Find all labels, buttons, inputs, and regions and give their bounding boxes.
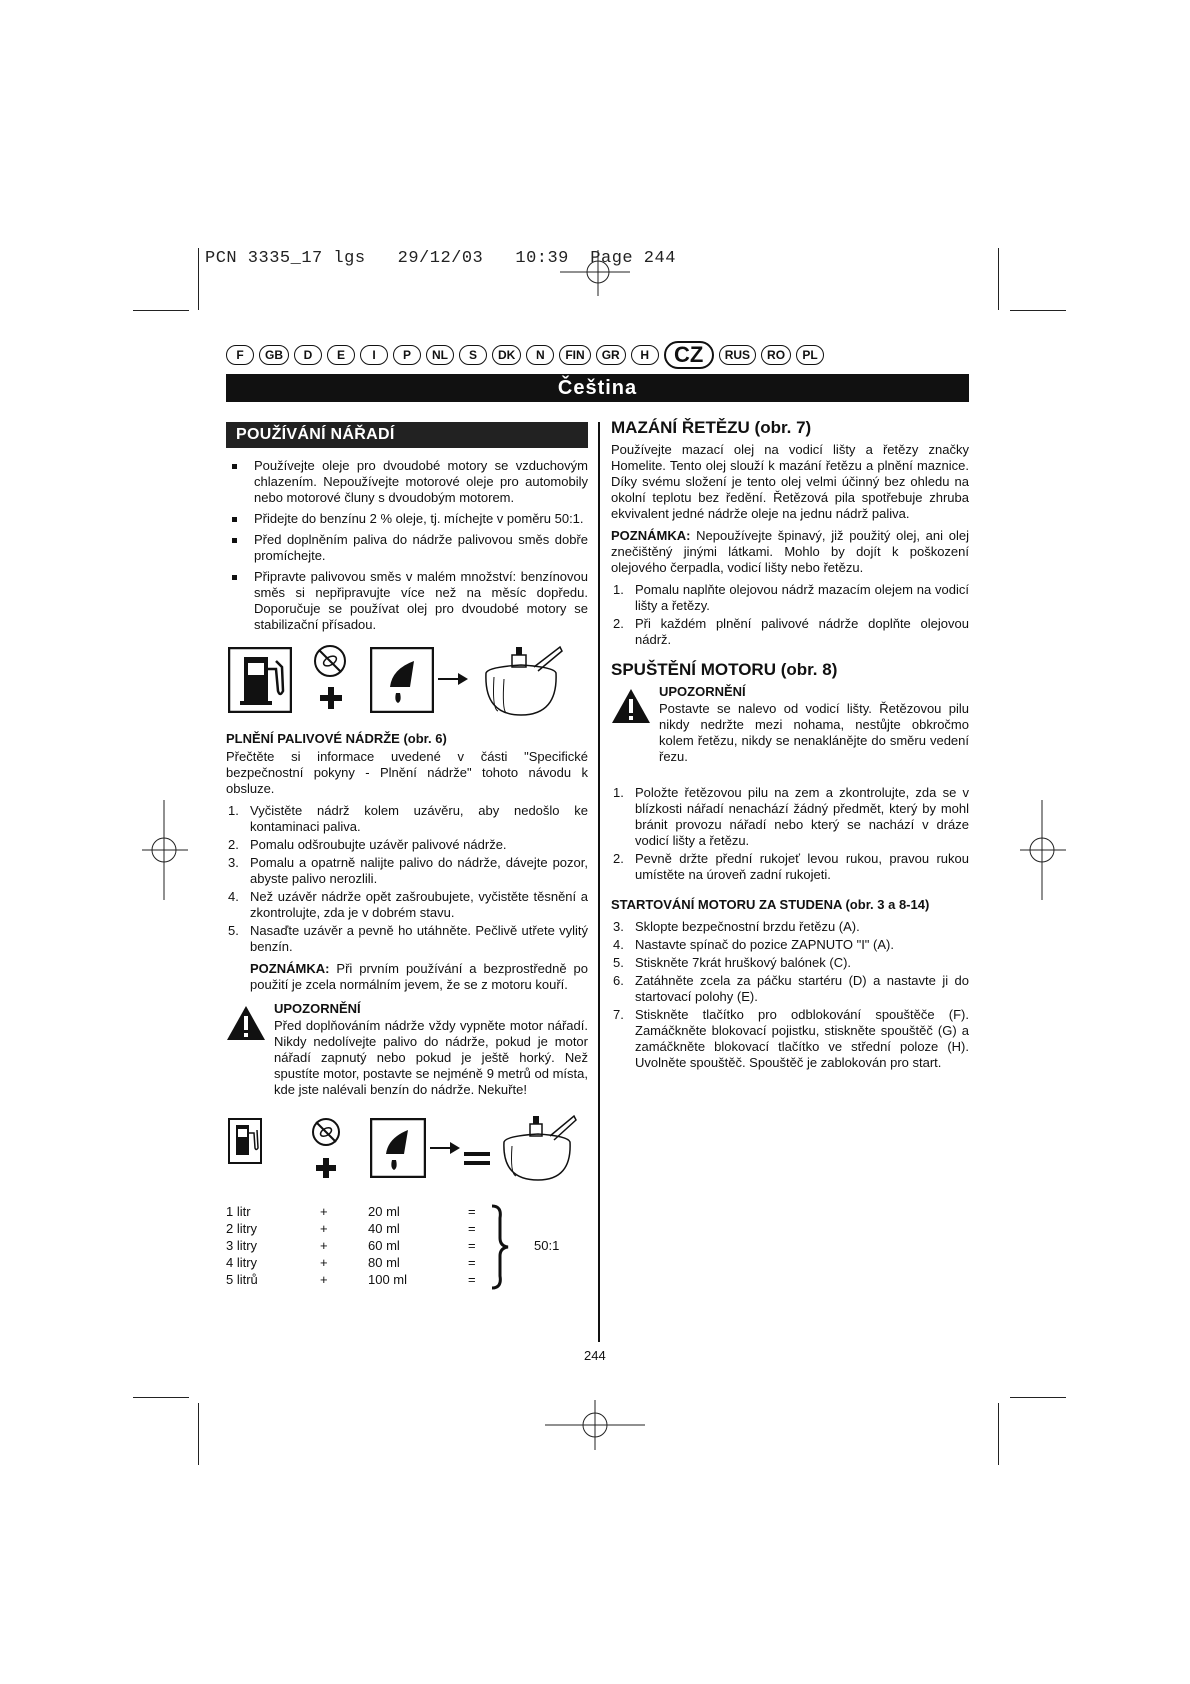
list-item: 4. Než uzávěr nádrže opět zašroubujete, vyčistěte těsnění a zkontrolujte, zda je v dobrém stavu. bbox=[228, 889, 588, 920]
bullet-item: Používejte oleje pro dvoudobé motory se vzduchovým chlazením. Nepoužívejte motorové oleje pro automobily nebo motorové čluny s dvoudobým motorem. bbox=[226, 458, 588, 506]
fuel-mix-pictogram-2 bbox=[226, 1112, 588, 1194]
fuel-can-icon bbox=[476, 643, 566, 719]
start-warning bbox=[611, 684, 969, 771]
no-oil-drop-icon bbox=[312, 643, 348, 679]
list-item: 2. Pevně držte přední rukojeť levou rukou, pravou rukou umístěte na úroveň zadní rukojeti. bbox=[613, 851, 969, 882]
crop-mark-bottom-left-v bbox=[198, 1403, 199, 1465]
fuel-intro: Přečtěte si informace uvedené v části "Specifické bezpečnostní pokyny - Plnění nádrže" tohoto návodu k obsluze. bbox=[226, 749, 588, 796]
section-title-using-tool: POUŽÍVÁNÍ NÁŘADÍ bbox=[226, 422, 588, 448]
warning-triangle-icon bbox=[611, 688, 651, 724]
language-tab-fin: FIN bbox=[559, 345, 590, 365]
plus-icon bbox=[318, 685, 344, 711]
plus-icon bbox=[314, 1156, 338, 1180]
language-tab-s: S bbox=[459, 345, 487, 365]
language-title-bar bbox=[226, 374, 969, 402]
list-item: 5. Stiskněte 7krát hruškový balónek (C). bbox=[613, 955, 852, 970]
warning-text: Postavte se nalevo od vodicí lišty. Řetězovou pilu nikdy nedržte mezi nohama, nestůjte obkročmo kolem řetězu, nikdy se nenaklánějte do směru vedení řezu. bbox=[659, 701, 969, 764]
registration-target-top bbox=[560, 250, 630, 296]
registration-target-left bbox=[142, 800, 188, 900]
mix-ratio: 50:1 bbox=[534, 1238, 560, 1253]
warning-text: Před doplňováním nádrže vždy vypněte motor nářadí. Nikdy nedolívejte palivo do nádrže, pokud je motor nářadí zapnutý nebo pokud je ještě horký. Než spustíte motor, postavte se nejméně 9 metrů od místa, kde jste nalévali benzín do nádrže. Nekuřte! bbox=[274, 1018, 588, 1097]
fuel-mix-pictogram bbox=[226, 643, 588, 721]
brace-icon bbox=[488, 1204, 512, 1290]
oil-funnel-icon bbox=[370, 647, 434, 713]
crop-mark-top-right-h bbox=[1010, 310, 1066, 311]
warning-title: UPOZORNĚNÍ bbox=[274, 1001, 361, 1016]
column-divider bbox=[598, 422, 600, 1342]
chain-lube-note: POZNÁMKA: Nepoužívejte špinavý, již použitý olej, ani olej znečištěný jinými látkami. Mohlo by dojít k poškození olejového čerpadla, vodicí lišty nebo řetězu. bbox=[611, 528, 969, 575]
language-tab-pl: PL bbox=[796, 345, 824, 365]
language-tab-p: P bbox=[393, 345, 421, 365]
fuel-filling-heading: PLNĚNÍ PALIVOVÉ NÁDRŽE (obr. 6) bbox=[226, 731, 447, 746]
chain-lube-steps bbox=[611, 582, 969, 648]
list-item: 6. Zatáhněte zcela za páčku startéru (D) a nastavte ji do startovací polohy (E). bbox=[613, 973, 969, 1004]
list-item: 4. Nastavte spínač do pozice ZAPNUTO "I" (A). bbox=[613, 937, 894, 952]
no-oil-drop-icon bbox=[310, 1116, 342, 1148]
crop-mark-top-left-v bbox=[198, 248, 199, 310]
list-item: 5. Nasaďte uzávěr a pevně ho utáhněte. Pečlivě utřete vylitý benzín. bbox=[228, 923, 588, 954]
fuel-warning bbox=[226, 1001, 588, 1104]
list-item: 1. Položte řetězovou pilu na zem a zkontrolujte, zda se v blízkosti nářadí nenachází žádný předmět, který by mohl bránit provozu nářadí nebo který se nachází v dráze vodicí lišty a řetězu. bbox=[613, 785, 969, 848]
fuel-note: POZNÁMKA: Při prvním používání a bezprostředně po použití je zcela normálním jevem, že se z motoru kouří. bbox=[250, 961, 588, 992]
arrow-right-icon bbox=[430, 1140, 460, 1156]
language-tab-d: D bbox=[294, 345, 322, 365]
bullet-item: Před doplněním paliva do nádrže palivovou směs dobře promíchejte. bbox=[226, 532, 588, 564]
language-tab-gb: GB bbox=[259, 345, 289, 365]
fuel-can-icon bbox=[496, 1112, 580, 1184]
language-tab-cz: CZ bbox=[664, 341, 714, 369]
language-tab-e: E bbox=[327, 345, 355, 365]
fuel-steps bbox=[226, 803, 588, 955]
list-item: 1. Vyčistěte nádrž kolem uzávěru, aby nedošlo ke kontaminaci paliva. bbox=[228, 803, 588, 834]
language-tab-nl: NL bbox=[426, 345, 454, 365]
table-row: 5 litrů + 100 ml = bbox=[226, 1272, 476, 1287]
crop-mark-bottom-right-v bbox=[998, 1403, 999, 1465]
oil-funnel-icon bbox=[370, 1118, 426, 1178]
list-item: 3. Sklopte bezpečnostní brzdu řetězu (A). bbox=[613, 919, 860, 934]
table-row: 4 litry + 80 ml = bbox=[226, 1255, 476, 1270]
crop-mark-top-left-h bbox=[133, 310, 189, 311]
list-item: 7. Stiskněte tlačítko pro odblokování spouštěče (F). Zamáčkněte blokovací pojistku, stiskněte spouštěč (G) a zamáčkněte blokovací tlačítko ve střední poloze (H). Uvolněte spouštěč. Spouštěč je zablokován pro start. bbox=[613, 1007, 969, 1070]
language-tab-n: N bbox=[526, 345, 554, 365]
chain-lube-text: Používejte mazací olej na vodicí lišty a řetězy značky Homelite. Tento olej slouží k mazání řetězu a plnění maznice. Díky svému složení je tento olej velmi účinný bez ohledu na okolní teplotu bez ředění. Řetězová pila spotřebuje zhruba ekvivalent jedné nádrže oleje na jednu nádrž paliva. bbox=[611, 442, 969, 521]
language-title: Čeština bbox=[557, 376, 638, 399]
chain-lube-heading: MAZÁNÍ ŘETĚZU (obr. 7) bbox=[611, 418, 812, 437]
table-row: 2 litry + 40 ml = bbox=[226, 1221, 476, 1236]
list-item: 1. Pomalu naplňte olejovou nádrž mazacím olejem na vodicí lišty a řetězy. bbox=[613, 582, 969, 613]
language-tab-f: F bbox=[226, 345, 254, 365]
registration-target-bottom bbox=[545, 1400, 645, 1450]
language-tab-h: H bbox=[631, 345, 659, 365]
fuel-pump-icon bbox=[228, 647, 292, 713]
language-selector bbox=[226, 340, 968, 370]
engine-start-heading: SPUŠTĚNÍ MOTORU (obr. 8) bbox=[611, 660, 838, 679]
arrow-right-icon bbox=[438, 671, 468, 687]
language-tab-dk: DK bbox=[492, 345, 521, 365]
table-row: 3 litry + 60 ml = bbox=[226, 1238, 476, 1253]
cold-start-heading: STARTOVÁNÍ MOTORU ZA STUDENA (obr. 3 a 8-14) bbox=[611, 897, 930, 912]
bullet-item: Připravte palivovou směs v malém množství: benzínovou směs si nepřipravujte více než na měsíc dopředu. Doporučuje se používat olej pro dvoudobé motory se stabilizační přísadou. bbox=[226, 569, 588, 633]
bullet-item: Přidejte do benzínu 2 % oleje, tj. míchejte v poměru 50:1. bbox=[226, 511, 588, 527]
fuel-bullets bbox=[226, 458, 588, 633]
crop-mark-top-right-v bbox=[998, 248, 999, 310]
language-tab-ro: RO bbox=[761, 345, 791, 365]
engine-start-steps bbox=[611, 785, 969, 883]
list-item: 2. Pomalu odšroubujte uzávěr palivové nádrže. bbox=[228, 837, 507, 852]
crop-mark-bottom-right-h bbox=[1010, 1397, 1066, 1398]
warning-triangle-icon bbox=[226, 1005, 266, 1041]
equals-icon bbox=[464, 1150, 490, 1168]
fuel-pump-icon bbox=[228, 1118, 262, 1164]
language-tab-gr: GR bbox=[596, 345, 626, 365]
language-tab-i: I bbox=[360, 345, 388, 365]
language-tab-rus: RUS bbox=[719, 345, 756, 365]
fuel-mix-table bbox=[226, 1204, 588, 1292]
cold-start-steps bbox=[611, 919, 969, 1071]
registration-target-right bbox=[1020, 800, 1066, 900]
list-item: 2. Při každém plnění palivové nádrže doplňte olejovou nádrž. bbox=[613, 616, 969, 647]
right-column bbox=[611, 418, 969, 1077]
table-row: 1 litr + 20 ml = bbox=[226, 1204, 476, 1219]
warning-title: UPOZORNĚNÍ bbox=[659, 684, 746, 699]
list-item: 3. Pomalu a opatrně nalijte palivo do nádrže, dávejte pozor, abyste palivo nerozlili. bbox=[228, 855, 588, 886]
left-column bbox=[226, 422, 588, 1292]
crop-mark-bottom-left-h bbox=[133, 1397, 189, 1398]
page-number: 244 bbox=[584, 1348, 606, 1363]
print-header: PCN 3335_17 lgs 29/12/03 10:39 Page 244 bbox=[205, 249, 676, 268]
